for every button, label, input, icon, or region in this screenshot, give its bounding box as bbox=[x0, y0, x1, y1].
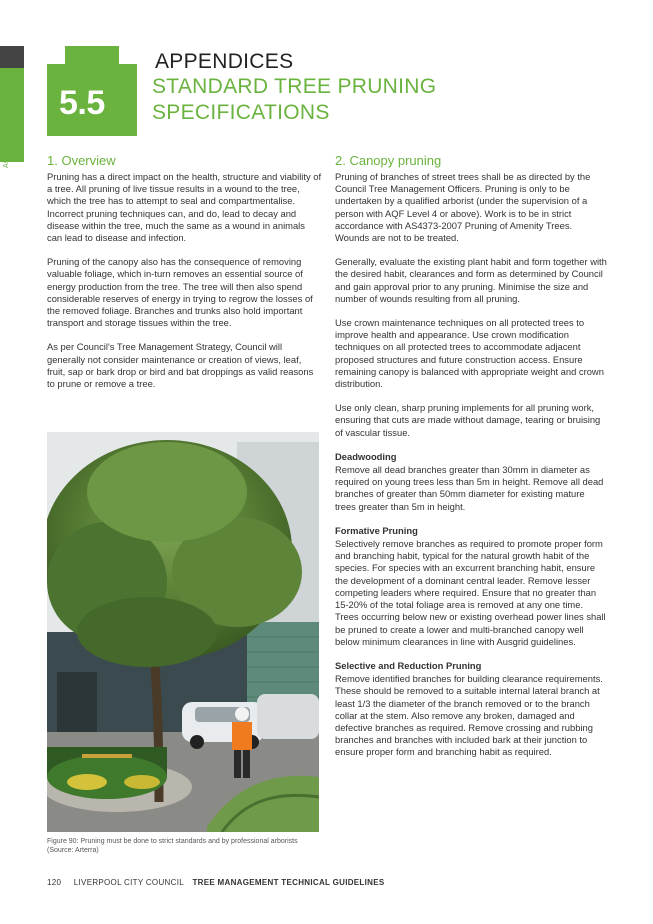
canopy-paragraph: Pruning of branches of street trees shall be as directed by the Council Tree Management Officers. Pruning is only to be undertaken by a qualified arborist (under the supervision of a person with AQF Level 4 or above). Work is to be in strict accordance with AS4373-2007 Pruning of Amenity Trees. Wounds are not to be treated. bbox=[335, 171, 591, 244]
formative-pruning-heading: Formative Pruning bbox=[335, 524, 418, 536]
page-number: 120 bbox=[47, 878, 62, 887]
section-badge bbox=[47, 46, 137, 136]
page-subtitle: STANDARD TREE PRUNING SPECIFICATIONS bbox=[152, 75, 437, 124]
selective-reduction-text: Remove identified branches for building clearance requirements. These should be removed to a suitable internal lateral branch at least 1/3 the diameter of the branch removed or to the branch collar at the stem. Also remove any broken, damaged and defective branches as required. Remove crossing and rubbing branches and branches with included bark at their junction to ensure proper form and branching habit as required. bbox=[335, 673, 603, 758]
canopy-heading: 2. Canopy pruning bbox=[335, 153, 442, 168]
page-footer bbox=[47, 878, 385, 887]
canopy-paragraph: Use only clean, sharp pruning implements for all pruning work, ensuring that cuts are made without damage, tearing or bruising of vascular tissue. bbox=[335, 402, 601, 438]
section-number: 5.5 bbox=[59, 84, 105, 122]
figure-caption: Figure 90: Pruning must be done to strict standards and by professional arborists (Source: Arterra) bbox=[47, 838, 298, 854]
overview-paragraph: Pruning of the canopy also has the consequence of removing valuable foliage, which in-turn removes an essential source of energy production from the tree. The tree will then also spend considerable reserves of energy in trying to regrow the losses of the removed foliage. Branches and trunks also hold important transport and storage tissues within the tree. bbox=[47, 256, 313, 329]
side-section-label: APPENDICES bbox=[3, 119, 10, 168]
tree-pruning-photo bbox=[47, 432, 319, 832]
formative-pruning-text: Selectively remove branches as required to promote proper form and branching habit, typical for the natural growth habit of the species. For species with an excurrent branching habit, ensure the development of a dominant central leader. Remove lesser competing leaders where required. Ensure that no greater than 15-20% of the total foliage area is removed at any one time. Trees occurring below new or existing overhead power lines shall be pruned to create a lower and multi-branched canopy well below minimum clearances in line with Ausgrid guidelines. bbox=[335, 538, 606, 647]
overview-paragraph: Pruning has a direct impact on the health, structure and viability of a tree. All pruning of live tissue results in a wound to the tree, which the tree has to attempt to seal and compartmentalise. Incorrect pruning techniques can, and do, lead to decay and disease within the tree, much the same as a wound in animals can lead to disease and infection. bbox=[47, 171, 322, 244]
overview-column bbox=[47, 153, 322, 402]
footer-document-title: TREE MANAGEMENT TECHNICAL GUIDELINES bbox=[192, 878, 385, 887]
deadwooding-heading: Deadwooding bbox=[335, 450, 397, 462]
deadwooding-text: Remove all dead branches greater than 30mm in diameter as required on young trees less than 5m in height. Remove all dead branches of greater than 50mm diameter for existing mature trees greater than 5m in height. bbox=[335, 464, 604, 512]
selective-reduction-heading: Selective and Reduction Pruning bbox=[335, 659, 482, 671]
side-tab-dark bbox=[0, 46, 24, 68]
canopy-paragraph: Generally, evaluate the existing plant habit and form together with the desired habit, clearances and form as determined by Council and gain approval prior to any pruning. Minimise the size and number of wounds resulting from all pruning. bbox=[335, 256, 607, 304]
canopy-paragraph: Use crown maintenance techniques on all protected trees to improve health and appearance. Use crown modification techniques on all protected trees to accommodate adjacent proposed structures and future construction access. Ensure remaining canopy is balanced with appropriate weight and crown distribution. bbox=[335, 317, 604, 390]
footer-organisation: LIVERPOOL CITY COUNCIL bbox=[73, 878, 184, 887]
overview-heading: 1. Overview bbox=[47, 153, 116, 168]
page-title: APPENDICES bbox=[155, 50, 294, 73]
canopy-column bbox=[335, 153, 607, 771]
overview-paragraph: As per Council's Tree Management Strategy, Council will generally not consider maintenance or creation of views, leaf, fruit, sap or bark drop or bird and bat droppings as valid reasons to prune or remove a tree. bbox=[47, 341, 314, 390]
